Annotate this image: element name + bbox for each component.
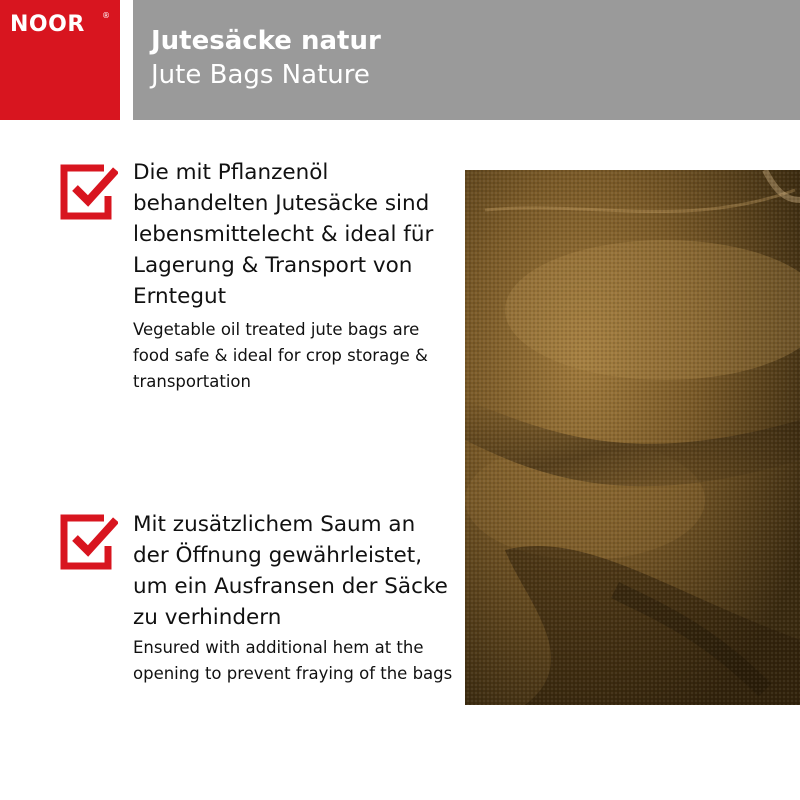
feature-text-german: Mit zusätzlichem Saum an der Öffnung gewährleistet, um ein Ausfransen der Säcke zu verhindern [133,512,448,630]
checkbox-check-icon [58,512,118,572]
feature-text-german: Die mit Pflanzenöl behandelten Jutesäcke sind lebensmittelecht & ideal für Lagerung & Transport von Erntegut [133,160,434,309]
feature-text-english: Ensured with additional hem at the opening to prevent fraying of the bags [133,638,453,683]
checkbox-check-icon [58,162,118,222]
header-band [133,0,800,120]
page-title-german: Jutesäcke natur [151,26,381,56]
brand-logo [0,0,120,120]
feature-text-english: Vegetable oil treated jute bags are food safe & ideal for crop storage & transportation [133,320,428,391]
jute-bag-image [465,170,800,705]
registered-mark: ® [102,11,110,20]
brand-name: NOOR [10,12,85,37]
jute-bag-photo [465,170,800,705]
page-title-english: Jute Bags Nature [151,60,370,90]
